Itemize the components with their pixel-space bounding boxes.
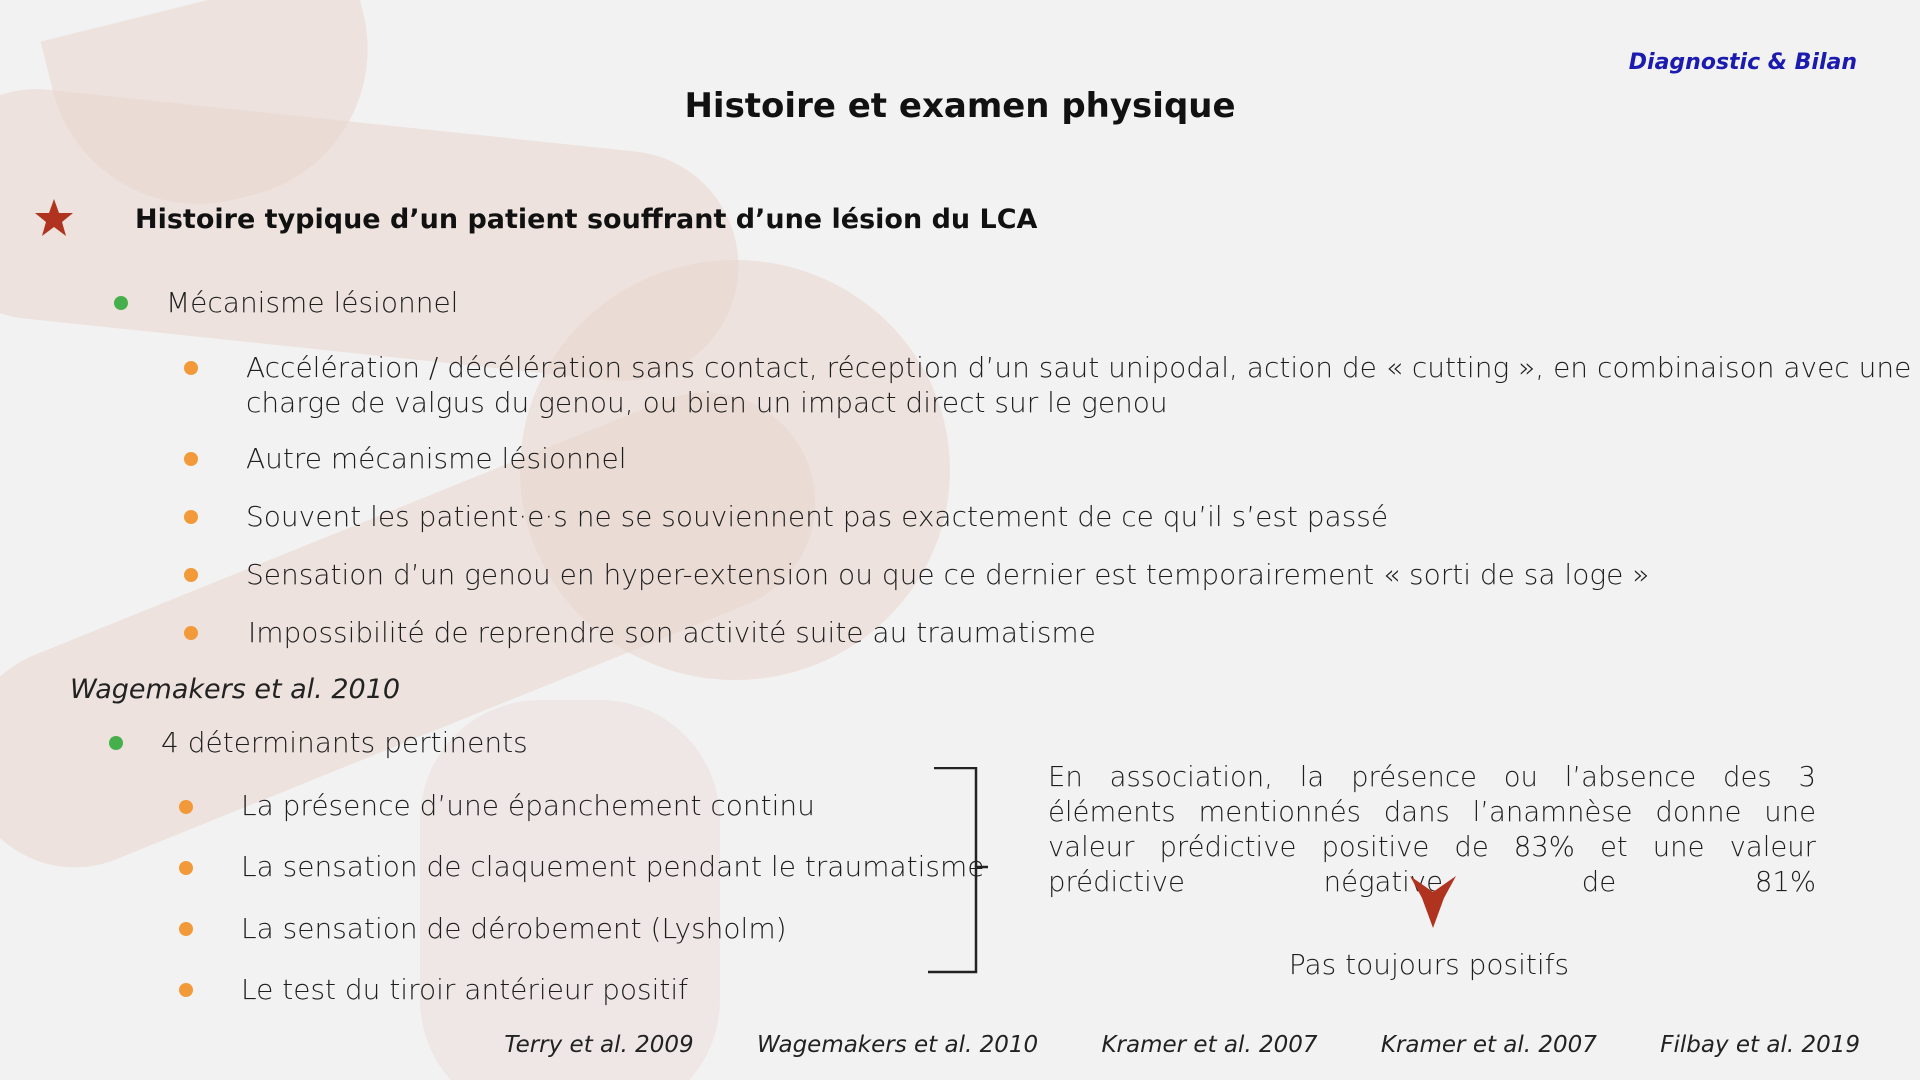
bullet-icon <box>114 296 128 310</box>
mechanism-item-2: Autre mécanisme lésionnel <box>246 442 627 475</box>
mechanism-item-1-line-2: charge de valgus du genou, ou bien un impact direct sur le genou <box>246 386 1168 419</box>
reference: Kramer et al. 2007 <box>1101 1032 1318 1058</box>
section-heading: Histoire typique d’un patient souffrant d’une lésion du LCA <box>135 204 1038 235</box>
slide-title: Histoire et examen physique <box>684 86 1236 126</box>
determinants-label: 4 déterminants pertinents <box>161 726 528 759</box>
reference: Filbay et al. 2019 <box>1660 1032 1860 1058</box>
conclusion-text: Pas toujours positifs <box>1288 948 1570 981</box>
bullet-icon <box>184 452 198 466</box>
arrow-down-icon <box>1410 876 1456 928</box>
mechanism-item-3: Souvent les patient·e·s ne se souviennent pas exactement de ce qu’il s’est passé <box>246 500 1389 533</box>
mechanism-item-5: Impossibilité de reprendre son activité suite au traumatisme <box>248 616 1096 649</box>
determinant-item-2: La sensation de claquement pendant le traumatisme <box>241 850 985 883</box>
determinant-item-1: La présence d’une épanchement continu <box>241 789 815 822</box>
bullet-icon <box>179 861 193 875</box>
association-text: En association, la présence ou l’absence des 3 éléments mentionnés dans l’anamnèse donne une valeur prédictive positive de 83% et une valeur prédictive négative de 81% <box>1048 761 1816 898</box>
mechanism-item-1-line-1: Accélération / décélération sans contact, réception d’un saut unipodal, action de « cutting », en combinaison avec une <box>246 351 1912 384</box>
bullet-icon <box>184 510 198 524</box>
mechanism-item-4: Sensation d’un genou en hyper-extension ou que ce dernier est temporairement « sorti de sa loge » <box>246 558 1650 591</box>
bracket-connector <box>928 767 988 977</box>
section-tag: Diagnostic & Bilan <box>1628 50 1857 75</box>
bullet-icon <box>179 800 193 814</box>
mechanism-label: Mécanisme lésionnel <box>166 286 459 319</box>
bullet-icon <box>184 626 198 640</box>
reference: Terry et al. 2009 <box>504 1032 694 1058</box>
reference: Kramer et al. 2007 <box>1380 1032 1597 1058</box>
bullet-icon <box>179 983 193 997</box>
reference: Wagemakers et al. 2010 <box>756 1032 1039 1058</box>
citation: Wagemakers et al. 2010 <box>70 674 401 705</box>
references <box>448 1032 1860 1058</box>
determinant-item-3: La sensation de dérobement (Lysholm) <box>241 912 787 945</box>
bullet-icon <box>184 568 198 582</box>
star-icon <box>34 198 74 238</box>
determinant-item-4: Le test du tiroir antérieur positif <box>241 973 688 1006</box>
bullet-icon <box>184 361 198 375</box>
bullet-icon <box>109 736 123 750</box>
bullet-icon <box>179 922 193 936</box>
